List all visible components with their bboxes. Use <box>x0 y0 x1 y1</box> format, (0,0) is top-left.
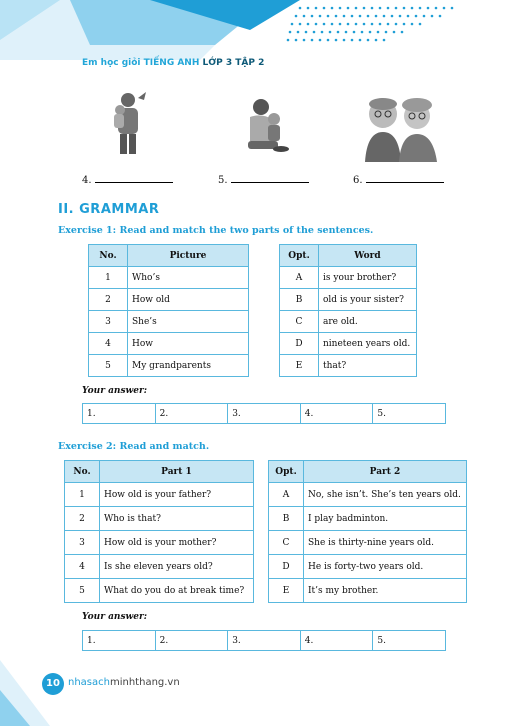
row-text: No, she isn’t. She’s ten years old. <box>304 483 467 507</box>
table-row <box>280 267 417 289</box>
table-row <box>269 555 467 579</box>
table-row <box>89 355 249 377</box>
answer-blank-4[interactable] <box>82 173 173 186</box>
row-option: C <box>280 311 319 333</box>
row-option: D <box>269 555 304 579</box>
blank-label-6: 6. <box>353 175 363 186</box>
grandparents-illustration <box>355 92 445 162</box>
row-text: are old. <box>319 311 417 333</box>
section-title: II. GRAMMAR <box>58 202 160 217</box>
row-number: 4 <box>89 333 128 355</box>
row-option: E <box>280 355 319 377</box>
blank-label-5: 5. <box>218 175 228 186</box>
table-row <box>65 531 254 555</box>
exercise1-left-table <box>88 244 249 377</box>
answer-cell-1[interactable]: 1. <box>83 404 156 424</box>
row-number: 2 <box>89 289 128 311</box>
mother-and-child-illustration <box>236 95 306 165</box>
row-option: A <box>280 267 319 289</box>
blank-label-4: 4. <box>82 175 92 186</box>
row-option: E <box>269 579 304 603</box>
table-row <box>89 267 249 289</box>
row-text: old is your sister? <box>319 289 417 311</box>
answer-cell-4[interactable]: 4. <box>300 404 373 424</box>
col-header-part1: Part 1 <box>100 461 254 483</box>
site-domain: minhthang.vn <box>109 677 180 688</box>
table-row <box>65 483 254 507</box>
exercise2-right-table <box>268 460 467 603</box>
row-text: that? <box>319 355 417 377</box>
row-number: 5 <box>65 579 100 603</box>
table-header-row <box>269 461 467 483</box>
answer-cell-4[interactable]: 4. <box>300 631 373 651</box>
row-number: 3 <box>65 531 100 555</box>
table-header-row <box>65 461 254 483</box>
table-header-row <box>89 245 249 267</box>
row-text: nineteen years old. <box>319 333 417 355</box>
row-text: Who is that? <box>100 507 254 531</box>
table-row <box>280 289 417 311</box>
table-row <box>89 311 249 333</box>
header-subject: TIẾNG ANH <box>143 58 200 68</box>
row-number: 5 <box>89 355 128 377</box>
col-header-opt: Opt. <box>280 245 319 267</box>
table-row <box>280 311 417 333</box>
col-header-no: No. <box>65 461 100 483</box>
answer-cell-2[interactable]: 2. <box>155 631 228 651</box>
row-option: B <box>269 507 304 531</box>
row-text: Who’s <box>128 267 249 289</box>
table-row <box>269 579 467 603</box>
col-header-word: Word <box>319 245 417 267</box>
exercise2-answer-row <box>82 630 446 651</box>
table-row <box>280 333 417 355</box>
answer-blank-5[interactable] <box>218 173 309 186</box>
answer-cell-1[interactable]: 1. <box>83 631 156 651</box>
row-text: I play badminton. <box>304 507 467 531</box>
row-number: 2 <box>65 507 100 531</box>
table-row <box>269 531 467 555</box>
row-number: 4 <box>65 555 100 579</box>
col-header-no: No. <box>89 245 128 267</box>
row-text: How old <box>128 289 249 311</box>
row-option: C <box>269 531 304 555</box>
exercise1-answer-row <box>82 403 446 424</box>
row-text: My grandparents <box>128 355 249 377</box>
table-row <box>89 289 249 311</box>
exercise1-right-table <box>279 244 417 377</box>
book-header <box>82 58 264 68</box>
row-option: A <box>269 483 304 507</box>
answer-cell-5[interactable]: 5. <box>373 631 446 651</box>
exercise2-answer-label: Your answer: <box>82 612 148 622</box>
publisher-website <box>68 677 180 688</box>
exercise2-left-table <box>64 460 254 603</box>
row-text: It’s my brother. <box>304 579 467 603</box>
row-text: How old is your father? <box>100 483 254 507</box>
header-prefix: Em học giỏi <box>82 58 144 68</box>
exercise2-title: Exercise 2: Read and match. <box>58 441 210 452</box>
table-row <box>65 507 254 531</box>
header-grade: LỚP 3 TẬP 2 <box>202 58 265 68</box>
answer-cell-5[interactable]: 5. <box>373 404 446 424</box>
row-text: She’s <box>128 311 249 333</box>
header-banner <box>0 0 518 60</box>
row-text: She is thirty-nine years old. <box>304 531 467 555</box>
table-row <box>89 333 249 355</box>
answer-blank-6[interactable] <box>353 173 444 186</box>
father-and-child-illustration <box>98 88 168 158</box>
row-text: How <box>128 333 249 355</box>
row-option: B <box>280 289 319 311</box>
answer-cell-2[interactable]: 2. <box>155 404 228 424</box>
table-row <box>65 555 254 579</box>
table-row <box>65 579 254 603</box>
exercise1-answer-label: Your answer: <box>82 386 148 396</box>
table-row <box>280 355 417 377</box>
row-text: How old is your mother? <box>100 531 254 555</box>
row-option: D <box>280 333 319 355</box>
answer-cell-3[interactable]: 3. <box>228 404 301 424</box>
table-row <box>269 483 467 507</box>
table-header-row <box>280 245 417 267</box>
exercise1-title: Exercise 1: Read and match the two parts of the sentences. <box>58 225 374 236</box>
table-row <box>269 507 467 531</box>
row-text: He is forty-two years old. <box>304 555 467 579</box>
col-header-opt: Opt. <box>269 461 304 483</box>
site-brand: nhasach <box>68 677 110 688</box>
answer-cell-3[interactable]: 3. <box>228 631 301 651</box>
row-text: is your brother? <box>319 267 417 289</box>
col-header-picture: Picture <box>128 245 249 267</box>
row-number: 3 <box>89 311 128 333</box>
row-number: 1 <box>65 483 100 507</box>
row-number: 1 <box>89 267 128 289</box>
row-text: What do you do at break time? <box>100 579 254 603</box>
page-number: 10 <box>42 673 64 695</box>
row-text: Is she eleven years old? <box>100 555 254 579</box>
col-header-part2: Part 2 <box>304 461 467 483</box>
